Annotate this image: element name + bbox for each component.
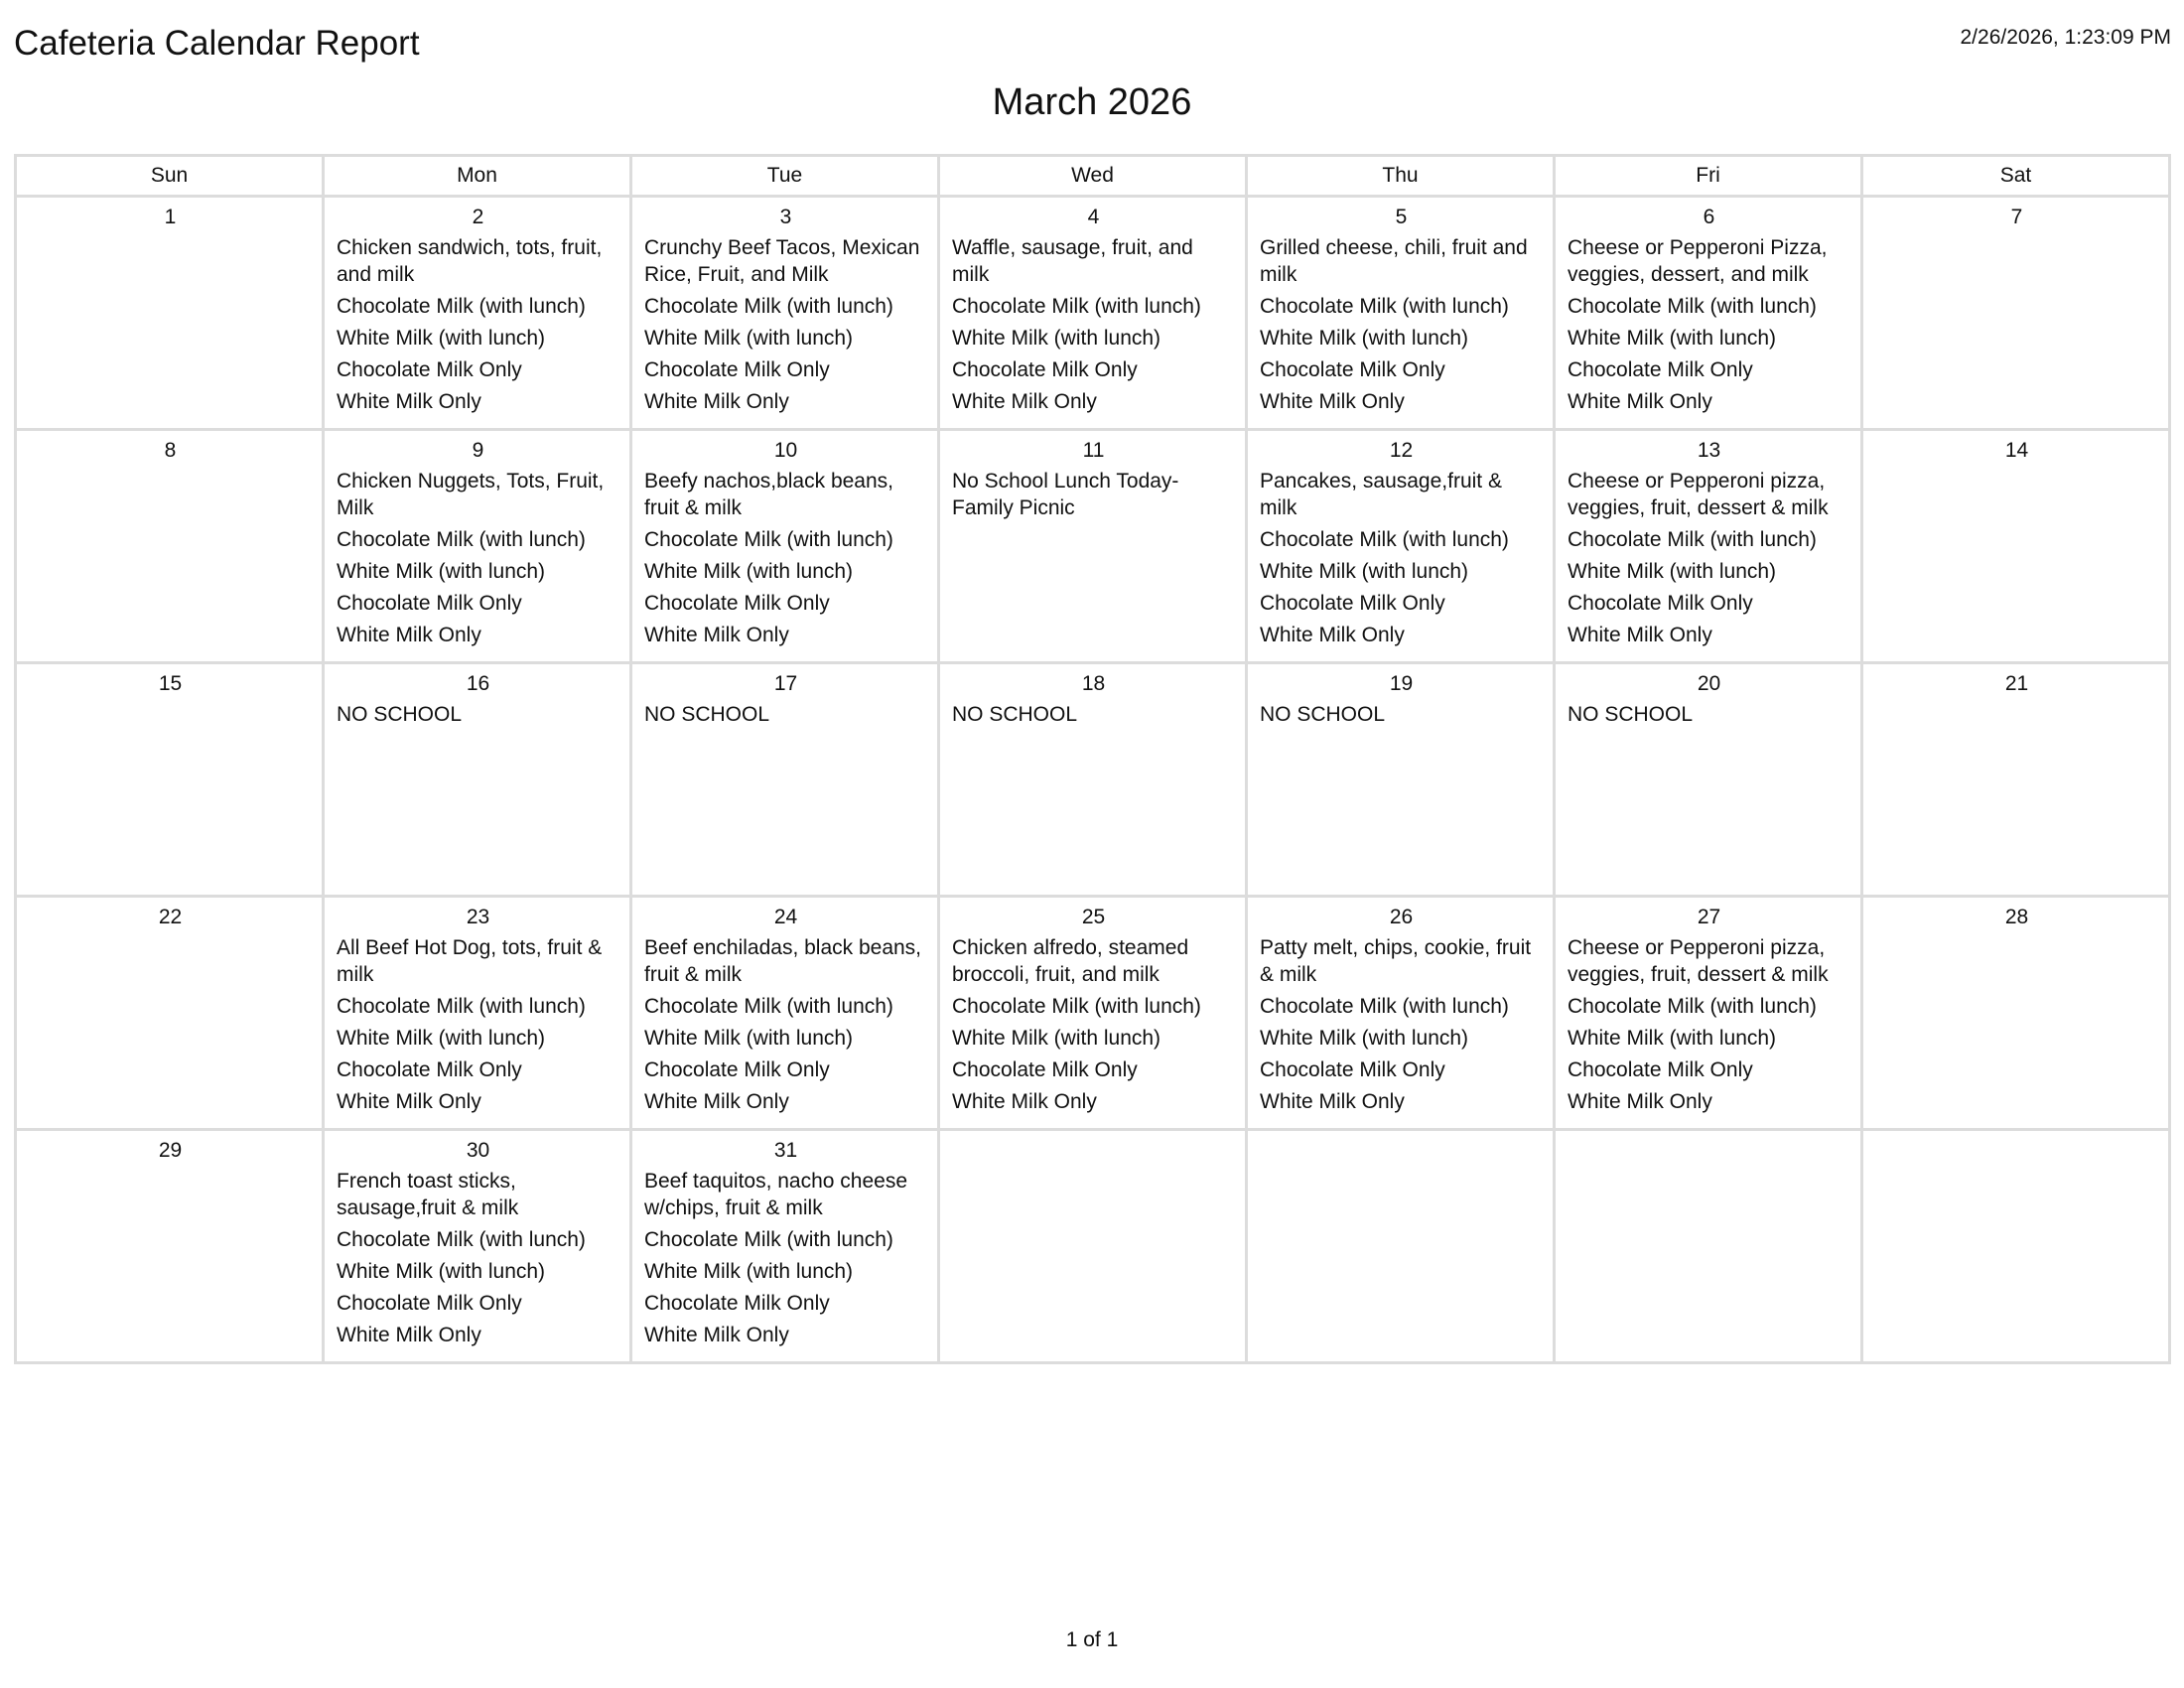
- day-cell-17: [631, 663, 939, 897]
- menu-item: Beef enchiladas, black beans, fruit & milk: [644, 936, 922, 986]
- menu-item: White Milk (with lunch): [337, 1027, 546, 1050]
- menu-item: Crunchy Beef Tacos, Mexican Rice, Fruit, and Milk: [644, 236, 920, 286]
- menu-item: NO SCHOOL: [1568, 703, 1694, 726]
- menu-item: Chocolate Milk (with lunch): [1568, 528, 1817, 551]
- report-title: Cafeteria Calendar Report: [14, 24, 420, 63]
- menu-item: White Milk Only: [644, 1324, 789, 1346]
- empty-day-cell: [1247, 1130, 1555, 1363]
- day-cell-28: [1862, 897, 2170, 1130]
- menu-item: Chocolate Milk Only: [337, 358, 522, 381]
- day-cell-16: [324, 663, 631, 897]
- day-cell-15: [16, 663, 324, 897]
- menu-item: White Milk (with lunch): [1260, 560, 1469, 583]
- day-cell-21: [1862, 663, 2170, 897]
- day-cell-14: [1862, 430, 2170, 663]
- day-number: 15: [158, 672, 183, 695]
- day-number: 30: [466, 1139, 490, 1162]
- weekday-fri: Fri: [1555, 156, 1862, 197]
- day-number: 10: [773, 439, 798, 462]
- day-number: 5: [1395, 206, 1408, 228]
- page-number: 1 of 1: [1065, 1628, 1119, 1651]
- day-cell-20: [1555, 663, 1862, 897]
- weekday-wed: Wed: [939, 156, 1247, 197]
- day-number: 7: [2010, 206, 2023, 228]
- day-number: 17: [773, 672, 798, 695]
- menu-item: White Milk (with lunch): [1568, 1027, 1777, 1050]
- menu-item: White Milk (with lunch): [952, 1027, 1161, 1050]
- day-number: 4: [1087, 206, 1100, 228]
- day-number: 13: [1697, 439, 1721, 462]
- menu-item: Grilled cheese, chili, fruit and milk: [1260, 236, 1528, 286]
- menu-item: Chocolate Milk (with lunch): [644, 1228, 893, 1251]
- weekday-tue: Tue: [631, 156, 939, 197]
- menu-item: Chocolate Milk (with lunch): [952, 995, 1201, 1018]
- menu-item: Chocolate Milk Only: [1568, 358, 1753, 381]
- menu-item: White Milk (with lunch): [644, 327, 854, 350]
- day-cell-24: [631, 897, 939, 1130]
- menu-item: White Milk (with lunch): [337, 560, 546, 583]
- day-number: 8: [164, 439, 177, 462]
- empty-day-cell: [1555, 1130, 1862, 1363]
- menu-item: Chocolate Milk (with lunch): [337, 295, 586, 318]
- day-number: 25: [1081, 906, 1106, 928]
- menu-item: Cheese or Pepperoni pizza, veggies, fruit, dessert & milk: [1568, 936, 1829, 986]
- menu-item: White Milk (with lunch): [1568, 327, 1777, 350]
- day-cell-23: [324, 897, 631, 1130]
- calendar-week-row: [16, 663, 2170, 897]
- menu-item: Chocolate Milk (with lunch): [1260, 528, 1509, 551]
- menu-item: Chocolate Milk (with lunch): [337, 528, 586, 551]
- menu-item: Cheese or Pepperoni Pizza, veggies, dessert, and milk: [1568, 236, 1828, 286]
- menu-item: White Milk Only: [337, 624, 481, 646]
- day-number: 26: [1389, 906, 1414, 928]
- menu-item: White Milk Only: [337, 1090, 481, 1113]
- day-cell-5: [1247, 197, 1555, 430]
- day-number: 27: [1697, 906, 1721, 928]
- menu-item: Chocolate Milk (with lunch): [337, 1228, 586, 1251]
- day-number: 14: [2004, 439, 2029, 462]
- empty-day-cell: [1862, 1130, 2170, 1363]
- menu-item: Chocolate Milk Only: [952, 1058, 1138, 1081]
- menu-item: Pancakes, sausage,fruit & milk: [1260, 470, 1502, 519]
- menu-item: Chocolate Milk (with lunch): [644, 295, 893, 318]
- menu-item: White Milk (with lunch): [1260, 327, 1469, 350]
- day-cell-25: [939, 897, 1247, 1130]
- day-cell-30: [324, 1130, 631, 1363]
- day-number: 12: [1389, 439, 1414, 462]
- day-number: 19: [1389, 672, 1414, 695]
- menu-item: White Milk Only: [1260, 390, 1405, 413]
- day-number: 3: [779, 206, 792, 228]
- weekday-thu: Thu: [1247, 156, 1555, 197]
- menu-item: Chicken sandwich, tots, fruit, and milk: [337, 236, 603, 286]
- empty-day-cell: [939, 1130, 1247, 1363]
- menu-item: White Milk (with lunch): [644, 1027, 854, 1050]
- day-number: 1: [164, 206, 177, 228]
- day-cell-11: [939, 430, 1247, 663]
- menu-item: Chocolate Milk Only: [337, 1292, 522, 1315]
- menu-item: Chocolate Milk (with lunch): [337, 995, 586, 1018]
- menu-item: White Milk Only: [1568, 390, 1712, 413]
- day-number: 18: [1081, 672, 1106, 695]
- calendar-body: [16, 197, 2170, 1363]
- menu-item: NO SCHOOL: [644, 703, 770, 726]
- day-number: 2: [472, 206, 484, 228]
- day-cell-9: [324, 430, 631, 663]
- day-number: 16: [466, 672, 490, 695]
- day-number: 28: [2004, 906, 2029, 928]
- menu-item: Chocolate Milk Only: [1260, 358, 1445, 381]
- menu-item: Chocolate Milk Only: [337, 1058, 522, 1081]
- menu-item: Beef taquitos, nacho cheese w/chips, fruit & milk: [644, 1170, 908, 1219]
- weekday-sun: Sun: [16, 156, 324, 197]
- day-number: 29: [158, 1139, 183, 1162]
- menu-item: White Milk Only: [337, 1324, 481, 1346]
- day-number: 20: [1697, 672, 1721, 695]
- day-number: 6: [1703, 206, 1715, 228]
- menu-item: No School Lunch Today-Family Picnic: [952, 470, 1179, 519]
- day-cell-31: [631, 1130, 939, 1363]
- menu-item: NO SCHOOL: [337, 703, 463, 726]
- menu-item: Chocolate Milk Only: [644, 592, 830, 615]
- menu-item: Chocolate Milk Only: [337, 592, 522, 615]
- menu-item: Chocolate Milk Only: [644, 1292, 830, 1315]
- day-number: 22: [158, 906, 183, 928]
- menu-item: White Milk Only: [952, 390, 1097, 413]
- menu-item: White Milk (with lunch): [337, 1260, 546, 1283]
- weekday-header-row: [16, 156, 2170, 197]
- menu-item: White Milk (with lunch): [644, 560, 854, 583]
- day-number: 24: [773, 906, 798, 928]
- menu-item: NO SCHOOL: [952, 703, 1078, 726]
- day-cell-8: [16, 430, 324, 663]
- menu-item: White Milk Only: [644, 624, 789, 646]
- menu-item: Patty melt, chips, cookie, fruit & milk: [1260, 936, 1532, 986]
- menu-item: Chocolate Milk Only: [1260, 592, 1445, 615]
- day-number: 11: [1082, 439, 1105, 462]
- day-cell-27: [1555, 897, 1862, 1130]
- calendar-grid: [14, 154, 2171, 1364]
- day-cell-4: [939, 197, 1247, 430]
- menu-item: White Milk (with lunch): [952, 327, 1161, 350]
- menu-item: Chocolate Milk (with lunch): [952, 295, 1201, 318]
- menu-item: White Milk Only: [952, 1090, 1097, 1113]
- menu-item: Chocolate Milk (with lunch): [644, 528, 893, 551]
- menu-item: Chocolate Milk Only: [644, 1058, 830, 1081]
- weekday-sat: Sat: [1862, 156, 2170, 197]
- day-cell-10: [631, 430, 939, 663]
- day-cell-7: [1862, 197, 2170, 430]
- menu-item: Waffle, sausage, fruit, and milk: [952, 236, 1193, 286]
- day-number: 31: [773, 1139, 798, 1162]
- day-cell-6: [1555, 197, 1862, 430]
- menu-item: French toast sticks, sausage,fruit & milk: [337, 1170, 519, 1219]
- menu-item: Beefy nachos,black beans, fruit & milk: [644, 470, 893, 519]
- month-title: March 2026: [992, 81, 1192, 123]
- menu-item: Chocolate Milk Only: [952, 358, 1138, 381]
- menu-item: White Milk (with lunch): [337, 327, 546, 350]
- menu-item: Chicken Nuggets, Tots, Fruit, Milk: [337, 470, 605, 519]
- report-timestamp: 2/26/2026, 1:23:09 PM: [1960, 26, 2171, 49]
- menu-item: White Milk (with lunch): [1260, 1027, 1469, 1050]
- menu-item: Chocolate Milk Only: [1568, 592, 1753, 615]
- calendar-week-row: [16, 897, 2170, 1130]
- calendar-week-row: [16, 1130, 2170, 1363]
- menu-item: Chocolate Milk (with lunch): [1260, 295, 1509, 318]
- menu-item: Chocolate Milk (with lunch): [644, 995, 893, 1018]
- day-cell-1: [16, 197, 324, 430]
- menu-item: White Milk (with lunch): [1568, 560, 1777, 583]
- menu-item: Chocolate Milk (with lunch): [1568, 295, 1817, 318]
- day-cell-22: [16, 897, 324, 1130]
- menu-item: White Milk Only: [644, 390, 789, 413]
- day-cell-26: [1247, 897, 1555, 1130]
- menu-item: White Milk Only: [1568, 1090, 1712, 1113]
- menu-item: Chicken alfredo, steamed broccoli, fruit, and milk: [952, 936, 1189, 986]
- day-number: 21: [2004, 672, 2029, 695]
- menu-item: Chocolate Milk Only: [1260, 1058, 1445, 1081]
- menu-item: White Milk Only: [1260, 1090, 1405, 1113]
- menu-item: Cheese or Pepperoni pizza, veggies, fruit, dessert & milk: [1568, 470, 1829, 519]
- menu-item: Chocolate Milk (with lunch): [1260, 995, 1509, 1018]
- menu-item: White Milk Only: [337, 390, 481, 413]
- day-cell-13: [1555, 430, 1862, 663]
- day-cell-12: [1247, 430, 1555, 663]
- day-cell-2: [324, 197, 631, 430]
- menu-item: NO SCHOOL: [1260, 703, 1386, 726]
- day-cell-3: [631, 197, 939, 430]
- day-cell-18: [939, 663, 1247, 897]
- calendar-week-row: [16, 430, 2170, 663]
- menu-item: Chocolate Milk Only: [644, 358, 830, 381]
- menu-item: White Milk (with lunch): [644, 1260, 854, 1283]
- menu-item: Chocolate Milk (with lunch): [1568, 995, 1817, 1018]
- menu-item: White Milk Only: [1568, 624, 1712, 646]
- day-number: 23: [466, 906, 490, 928]
- day-cell-29: [16, 1130, 324, 1363]
- day-cell-19: [1247, 663, 1555, 897]
- menu-item: Chocolate Milk Only: [1568, 1058, 1753, 1081]
- day-number: 9: [472, 439, 484, 462]
- menu-item: White Milk Only: [1260, 624, 1405, 646]
- menu-item: All Beef Hot Dog, tots, fruit & milk: [337, 936, 603, 986]
- weekday-mon: Mon: [324, 156, 631, 197]
- calendar-week-row: [16, 197, 2170, 430]
- menu-item: White Milk Only: [644, 1090, 789, 1113]
